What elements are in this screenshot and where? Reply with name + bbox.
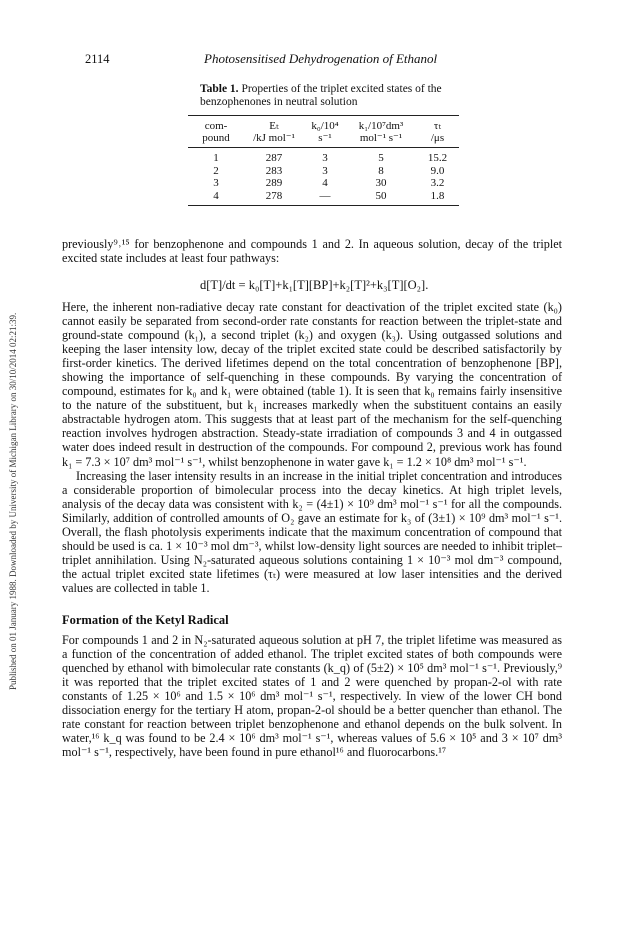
table-row: 1 287 3 5 15.2 <box>213 152 448 164</box>
table-row: 4 278 — 50 1.8 <box>213 189 445 202</box>
page-number: 2114 <box>85 52 110 66</box>
running-title: Photosensitised Dehydrogenation of Ethanol <box>204 51 438 66</box>
rate-equation: d[T]/dt = k₀[T]+k₁[T][BP]+k₂[T]²+k₃[T][O₂]. <box>200 278 429 292</box>
table-body <box>188 148 459 205</box>
table-bottom-rule <box>188 205 459 206</box>
table-caption-label: Table 1. <box>200 83 239 95</box>
table-caption <box>200 83 460 109</box>
header-compound: com- pound <box>202 120 230 144</box>
header-lifetime: τₜ /μs <box>430 120 445 144</box>
paragraph-laser-intensity: Increasing the laser intensity results in an increase in the initial triplet concentration and introduces a considerable proportion of bimolecular process into the decay kinetics. At high triplet levels, analysis of the decay data was consistent with k₂ = (4±1) × 10⁹ dm³ mol⁻¹ s⁻¹ for all the compounds. Similarly, addition of controlled amounts of O₂ gave an estimate for k₃ of (3±1) × 10⁹ dm³ mol⁻¹ s⁻¹. Overall, the flash photolysis experiments indicate that the maximum concentration of compound that should be used is ca. 1 × 10⁻³ mol dm⁻³, whilst low-density light sources are needed to inhibit triplet–triplet annihilation. Using N₂-saturated aqueous solutions containing 1 × 10⁻³ mol dm⁻³ compound, the actual triplet excited state lifetimes (τₜ) were measured at low laser intensities and the derived values are collected in table 1. <box>62 468 562 595</box>
header-k0: k₀/10⁴ s⁻¹ <box>311 120 339 144</box>
download-notice: Published on 01 January 1988. Downloaded by University of Michigan Library on 30/10/2014 02:21:39. <box>8 312 18 690</box>
header-k1: k₁/10⁷dm³ mol⁻¹ s⁻¹ <box>358 120 404 144</box>
section-heading: Formation of the Ketyl Radical <box>62 613 229 627</box>
table-row: 2 283 3 8 9.0 <box>213 164 445 177</box>
paragraph-ketyl-radical: For compounds 1 and 2 in N₂-saturated aqueous solution at pH 7, the triplet lifetime was measured as a function of the concentration of added ethanol. The triplet excited states of both compounds were quenched by ethanol with bimolecular rate constants (k_q) of (5±2) × 10⁵ dm³ mol⁻¹ s⁻¹. Previously,⁹ it was reported that the triplet excited states of 1 and 2 were quenched by propan-2-ol with rate constants of 1.25 × 10⁶ and 1.5 × 10⁶ dm³ mol⁻¹ s⁻¹, respectively. In view of the lower CH bond dissociation energy for the tertiary H atom, propan-2-ol should be a better quencher than ethanol. The rate constant for reaction between triplet benzophenone and ethanol depends on the bulk solvent. In water,¹⁶ k_q was found to be 2.4 × 10⁶ dm³ mol⁻¹ s⁻¹, whereas values of 5.6 × 10⁵ and 3 × 10⁷ dm³ mol⁻¹ s⁻¹, respectively, have been found in pure ethanol¹⁶ and fluorocarbons.¹⁷ <box>62 633 562 760</box>
paragraph-decay-kinetics: Here, the inherent non-radiative decay rate constant for deactivation of the triplet excited state (k₀) cannot easily be separated from second-order rate constants for reaction between the triplet-state and ground-state compound (k₁), a second triplet (k₂) and oxygen (k₃). Using outgassed solutions and keeping the laser intensity low, decay of the triplet excited state could be described satisfactorily by first-order kinetics. The derived lifetimes depend on the total concentration of benzophenone [BP], showing the importance of self-quenching in these compounds. By varying the concentration of compound, estimates for k₀ and k₁ were obtained (table 1). It is seen that k₀ remains fairly insensitive to the nature of the substituent, but k₁ increases markedly when the substituent contains an easily abstractable hydrogen atom. This suggests that at least part of the mechanism for the self-quenching reaction involves hydrogen abstraction. Steady-state irradiation of compounds 3 and 4 in outgassed water does indeed result in destruction of the compounds. For compound 2, previous work has found k₁ = 7.3 × 10⁷ dm³ mol⁻¹ s⁻¹, whilst benzophenone in water gave k₁ = 1.2 × 10⁸ dm³ mol⁻¹ s⁻¹. Increasing the laser intensity results in an increase in the initial triplet concentration and introduces a considerable proportion of bimolecular process into the decay kinetics. At high triplet levels, analysis of the decay data was consistent with k₂ = (4±1) × 10⁹ dm³ mol⁻¹ s⁻¹ for all the compounds. Similarly, addition of controlled amounts of O₂ gave an estimate for k₃ of (3±1) × 10⁹ dm³ mol⁻¹ s⁻¹. Overall, the flash photolysis experiments indicate that the maximum concentration of compound that should be used is ca. 1 × 10⁻³ mol dm⁻³, whilst low-density light sources are needed to inhibit triplet–triplet annihilation. Using N₂-saturated aqueous solutions containing 1 × 10⁻³ mol dm⁻³ compound, the actual triplet excited state lifetimes (τₜ) were measured at low laser intensities and the derived values are collected in table 1. <box>62 300 562 595</box>
properties-table <box>188 115 459 206</box>
table-row: 3 289 4 30 3.2 <box>213 177 445 189</box>
header-energy: Eₜ /kJ mol⁻¹ <box>253 120 295 144</box>
table-caption-text: Properties of the triplet excited states of the benzophenones in neutral solution <box>200 83 442 108</box>
paragraph-intro: previously⁹˒¹⁵ for benzophenone and compounds 1 and 2. In aqueous solution, decay of the triplet excited state includes at least four pathways: <box>62 237 562 266</box>
table-header-row <box>188 116 459 147</box>
